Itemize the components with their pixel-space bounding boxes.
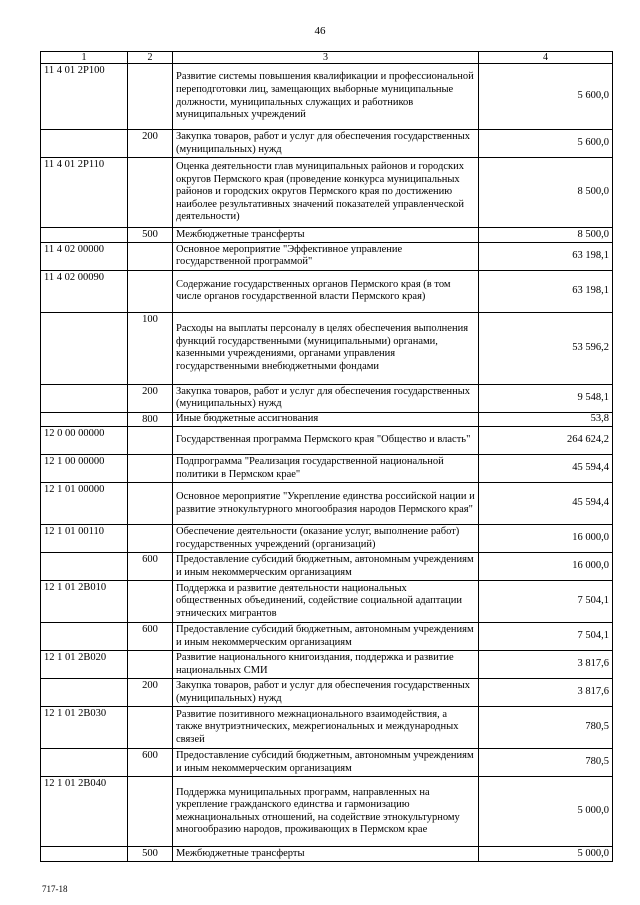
type-cell: 200 [128, 679, 173, 707]
description-cell: Предоставление субсидий бюджетным, автономным учреждениям и иным некоммерческим организациям [173, 553, 479, 581]
column-header-4: 4 [479, 52, 613, 64]
description-cell: Межбюджетные трансферты [173, 847, 479, 862]
table-row [41, 777, 613, 847]
type-cell: 600 [128, 553, 173, 581]
table-row [41, 130, 613, 158]
description-cell: Расходы на выплаты персоналу в целях обеспечения выполнения функций государственными (муниципальными) органами, казенными учреждениями, органами управления государственными внебюджетными фондами [173, 312, 479, 384]
type-cell [128, 455, 173, 483]
code-cell: 11 4 01 2P100 [41, 64, 128, 130]
footer-code: 717-18 [42, 884, 68, 894]
table-row [41, 581, 613, 623]
description-cell: Закупка товаров, работ и услуг для обеспечения государственных (муниципальных) нужд [173, 679, 479, 707]
code-cell: 12 1 01 00110 [41, 525, 128, 553]
code-cell [41, 130, 128, 158]
code-cell [41, 228, 128, 243]
page-number: 46 [314, 25, 326, 37]
code-cell: 12 1 01 2B040 [41, 777, 128, 847]
type-cell [128, 270, 173, 312]
table-row [41, 623, 613, 651]
description-cell: Содержание государственных органов Пермского края (в том числе органов государственной власти Пермского края) [173, 270, 479, 312]
table-row [41, 553, 613, 581]
table-row [41, 679, 613, 707]
amount-cell: 5 600,0 [479, 130, 613, 158]
table-row [41, 158, 613, 228]
table-row [41, 847, 613, 862]
table-row [41, 707, 613, 749]
type-cell [128, 525, 173, 553]
type-cell [128, 483, 173, 525]
amount-cell: 5 000,0 [479, 847, 613, 862]
table-header-row [41, 52, 613, 64]
code-cell: 11 4 01 2P110 [41, 158, 128, 228]
code-cell: 12 1 01 2B010 [41, 581, 128, 623]
type-cell: 500 [128, 228, 173, 243]
table-row [41, 384, 613, 412]
type-cell [128, 707, 173, 749]
description-cell: Предоставление субсидий бюджетным, автономным учреждениям и иным некоммерческим организациям [173, 623, 479, 651]
amount-cell: 53 596,2 [479, 312, 613, 384]
description-cell: Развитие системы повышения квалификации и профессиональной переподготовки лиц, замещающих выборные муниципальные должности, муниципальных служащих и работников муниципальных учреждений [173, 64, 479, 130]
description-cell: Межбюджетные трансферты [173, 228, 479, 243]
type-cell: 100 [128, 312, 173, 384]
type-cell [128, 64, 173, 130]
code-cell: 11 4 02 00000 [41, 242, 128, 270]
type-cell: 600 [128, 749, 173, 777]
type-cell [128, 242, 173, 270]
type-cell: 200 [128, 384, 173, 412]
amount-cell: 45 594,4 [479, 455, 613, 483]
column-header-3: 3 [173, 52, 479, 64]
type-cell: 500 [128, 847, 173, 862]
description-cell: Государственная программа Пермского края "Общество и власть" [173, 427, 479, 455]
type-cell: 200 [128, 130, 173, 158]
description-cell: Закупка товаров, работ и услуг для обеспечения государственных (муниципальных) нужд [173, 130, 479, 158]
table-row [41, 651, 613, 679]
description-cell: Обеспечение деятельности (оказание услуг, выполнение работ) государственных учреждений (организаций) [173, 525, 479, 553]
code-cell: 12 1 01 2B020 [41, 651, 128, 679]
code-cell: 12 1 01 2B030 [41, 707, 128, 749]
amount-cell: 7 504,1 [479, 623, 613, 651]
table-row [41, 412, 613, 427]
description-cell: Закупка товаров, работ и услуг для обеспечения государственных (муниципальных) нужд [173, 384, 479, 412]
table-row [41, 483, 613, 525]
amount-cell: 5 600,0 [479, 64, 613, 130]
column-header-2: 2 [128, 52, 173, 64]
column-header-1: 1 [41, 52, 128, 64]
code-cell [41, 312, 128, 384]
code-cell [41, 749, 128, 777]
amount-cell: 7 504,1 [479, 581, 613, 623]
type-cell: 600 [128, 623, 173, 651]
table-row [41, 427, 613, 455]
description-cell: Развитие национального книгоиздания, поддержка и развитие национальных СМИ [173, 651, 479, 679]
table-row [41, 455, 613, 483]
description-cell: Развитие позитивного межнационального взаимодействия, а также внутриэтнических, межрегиональных и международных связей [173, 707, 479, 749]
description-cell: Поддержка и развитие деятельности национальных общественных объединений, содействие социальной адаптации этнических мигрантов [173, 581, 479, 623]
table-row [41, 749, 613, 777]
amount-cell: 63 198,1 [479, 242, 613, 270]
table-row [41, 525, 613, 553]
amount-cell: 16 000,0 [479, 553, 613, 581]
type-cell [128, 581, 173, 623]
table-row [41, 228, 613, 243]
table-row [41, 312, 613, 384]
type-cell [128, 158, 173, 228]
code-cell: 11 4 02 00090 [41, 270, 128, 312]
amount-cell: 264 624,2 [479, 427, 613, 455]
description-cell: Основное мероприятие "Эффективное управление государственной программой" [173, 242, 479, 270]
table-row [41, 270, 613, 312]
code-cell [41, 623, 128, 651]
amount-cell: 780,5 [479, 707, 613, 749]
table-row [41, 242, 613, 270]
type-cell [128, 651, 173, 679]
code-cell: 12 1 01 00000 [41, 483, 128, 525]
code-cell: 12 0 00 00000 [41, 427, 128, 455]
type-cell [128, 427, 173, 455]
code-cell [41, 412, 128, 427]
amount-cell: 45 594,4 [479, 483, 613, 525]
code-cell [41, 553, 128, 581]
amount-cell: 9 548,1 [479, 384, 613, 412]
description-cell: Оценка деятельности глав муниципальных районов и городских округов Пермского края (проведение конкурса муниципальных районов и городских округов Пермского края по достижению наиболее результативных значений показателей управленческой деятельности) [173, 158, 479, 228]
table-row [41, 64, 613, 130]
description-cell: Предоставление субсидий бюджетным, автономным учреждениям и иным некоммерческим организациям [173, 749, 479, 777]
amount-cell: 63 198,1 [479, 270, 613, 312]
budget-table [40, 51, 613, 862]
amount-cell: 16 000,0 [479, 525, 613, 553]
amount-cell: 8 500,0 [479, 158, 613, 228]
description-cell: Иные бюджетные ассигнования [173, 412, 479, 427]
amount-cell: 780,5 [479, 749, 613, 777]
type-cell [128, 777, 173, 847]
code-cell: 12 1 00 00000 [41, 455, 128, 483]
description-cell: Основное мероприятие "Укрепление единства российской нации и развитие этнокультурного многообразия народов Пермского края" [173, 483, 479, 525]
amount-cell: 3 817,6 [479, 679, 613, 707]
type-cell: 800 [128, 412, 173, 427]
description-cell: Подпрограмма "Реализация государственной национальной политики в Пермском крае" [173, 455, 479, 483]
code-cell [41, 679, 128, 707]
code-cell [41, 847, 128, 862]
description-cell: Поддержка муниципальных программ, направленных на укрепление гражданского единства и гармонизацию межнациональных отношений, на содействие этнокультурному многообразию народов, проживающих в Пермском крае [173, 777, 479, 847]
code-cell [41, 384, 128, 412]
amount-cell: 8 500,0 [479, 228, 613, 243]
amount-cell: 5 000,0 [479, 777, 613, 847]
amount-cell: 53,8 [479, 412, 613, 427]
amount-cell: 3 817,6 [479, 651, 613, 679]
